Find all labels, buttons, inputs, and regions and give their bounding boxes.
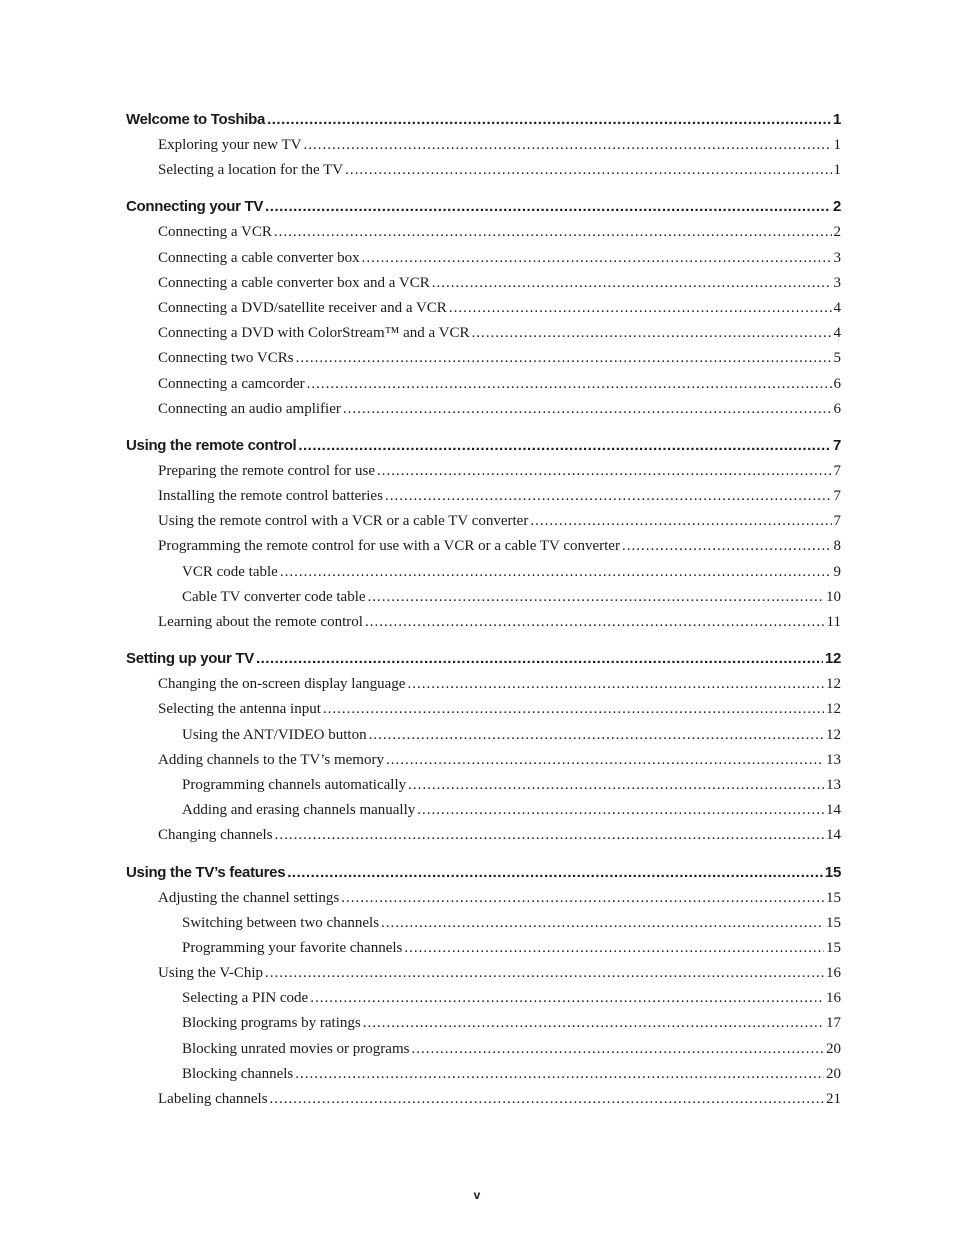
toc-entry-label: Blocking unrated movies or programs: [182, 1040, 410, 1057]
toc-section-heading[interactable]: [126, 433, 841, 459]
dot-leader: [362, 246, 832, 271]
dot-leader: [622, 534, 832, 559]
dot-leader: [386, 748, 824, 773]
toc-entry[interactable]: [126, 346, 841, 371]
toc-page-number: 21: [826, 1091, 841, 1107]
dot-leader: [310, 986, 824, 1011]
toc-entry[interactable]: [126, 397, 841, 422]
toc-entry-label: Connecting a DVD with ColorStream™ and a VCR: [158, 325, 470, 342]
toc-entry[interactable]: [126, 560, 841, 585]
toc-page-number: 1: [833, 162, 841, 179]
dot-leader: [417, 798, 824, 823]
toc-entry[interactable]: [126, 459, 841, 484]
toc-entry[interactable]: [126, 798, 841, 823]
toc-entry-label: Exploring your new TV: [158, 137, 302, 153]
toc-entry-label: Connecting a cable converter box and a VCR: [158, 274, 430, 291]
toc-section: [126, 433, 841, 635]
dot-leader: [323, 697, 824, 722]
toc-page-number: 5: [833, 350, 841, 367]
toc-entry-label: Programming channels automatically: [182, 776, 407, 793]
toc-entry-label: Selecting the antenna input: [158, 701, 321, 718]
dot-leader: [377, 459, 831, 484]
dot-leader: [381, 911, 824, 936]
toc-entry-label: Learning about the remote control: [158, 614, 363, 630]
toc-page-number: 15: [826, 914, 841, 931]
toc-entry-label: VCR code table: [182, 563, 278, 580]
toc-section: [126, 107, 841, 183]
dot-leader: [411, 1037, 824, 1062]
toc-page-number: 11: [826, 614, 841, 630]
dot-leader: [369, 723, 824, 748]
toc-page-number: 14: [826, 827, 841, 844]
toc-entry-label: Adding channels to the TV’s memory: [158, 751, 384, 768]
toc-entry[interactable]: [126, 961, 841, 986]
dot-leader: [296, 346, 832, 371]
dot-leader: [432, 271, 832, 296]
toc-page-number: 15: [824, 863, 841, 881]
toc-page-number: 15: [826, 889, 841, 906]
toc-entry[interactable]: [126, 610, 841, 635]
toc-page-number: 15: [826, 939, 841, 956]
dot-leader: [345, 158, 831, 183]
toc-entry-label: Using the remote control: [126, 436, 297, 454]
dot-leader: [530, 509, 831, 534]
toc-entry-label: Selecting a location for the TV: [158, 162, 344, 179]
toc-entry-label: Using the remote control with a VCR or a cable TV converter: [158, 513, 529, 530]
toc-entry[interactable]: [126, 911, 841, 936]
dot-leader: [256, 646, 823, 672]
dot-leader: [303, 133, 831, 158]
toc-entry-label: Changing channels: [158, 827, 273, 844]
toc-page-number: 12: [824, 650, 841, 668]
toc-section-heading[interactable]: [126, 646, 841, 672]
toc-entry[interactable]: [126, 585, 841, 610]
dot-leader: [267, 107, 831, 133]
toc-entry-label: Connecting two VCRs: [158, 350, 294, 367]
dot-leader: [307, 372, 832, 397]
toc-page-number: 7: [833, 513, 841, 530]
toc-entry[interactable]: [126, 748, 841, 773]
toc-entry-label: Installing the remote control batteries: [158, 488, 383, 505]
toc-entry-label: Connecting a camcorder: [158, 375, 305, 392]
toc-entry[interactable]: [126, 509, 841, 534]
toc-page-number: 8: [833, 538, 841, 555]
dot-leader: [275, 823, 824, 848]
toc-page-number: 12: [826, 676, 841, 693]
toc-entry-label: Programming your favorite channels: [182, 939, 403, 956]
toc-page-number: 16: [826, 990, 841, 1007]
toc-entry-label: Labeling channels: [158, 1091, 268, 1107]
toc-entry[interactable]: [126, 723, 841, 748]
toc-entry[interactable]: [126, 823, 841, 848]
toc-section: [126, 860, 841, 1113]
toc-section-heading[interactable]: [126, 107, 841, 133]
toc-page-number: 20: [826, 1040, 841, 1057]
toc-entry[interactable]: [126, 246, 841, 271]
toc-page-number: 1: [833, 137, 841, 153]
toc-entry-label: Switching between two channels: [182, 914, 380, 931]
toc-entry-label: Connecting a VCR: [158, 224, 272, 241]
toc-page-number: 3: [833, 274, 841, 291]
dot-leader: [270, 1087, 824, 1112]
toc-entry[interactable]: [126, 321, 841, 346]
dot-leader: [287, 860, 823, 886]
dot-leader: [363, 1011, 824, 1036]
toc-entry[interactable]: [126, 372, 841, 397]
toc-page-number: 13: [826, 751, 841, 768]
dot-leader: [449, 296, 832, 321]
toc-page-number: 10: [826, 588, 841, 605]
toc-page-number: 17: [826, 1015, 841, 1032]
toc-entry[interactable]: [126, 773, 841, 798]
dot-leader: [343, 397, 832, 422]
toc-entry[interactable]: [126, 484, 841, 509]
toc-entry-label: Using the TV’s features: [126, 863, 286, 881]
toc-entry[interactable]: [126, 271, 841, 296]
toc-entry[interactable]: [126, 1037, 841, 1062]
toc-entry-label: Changing the on-screen display language: [158, 676, 406, 693]
dot-leader: [265, 194, 831, 220]
toc-section: [126, 646, 841, 848]
toc-entry-label: Connecting a cable converter box: [158, 249, 360, 266]
toc-entry[interactable]: [126, 220, 841, 245]
toc-page-number: 2: [832, 198, 841, 216]
toc-page-number: 14: [826, 802, 841, 819]
toc-page-number: 20: [826, 1065, 841, 1082]
toc-entry-label: Cable TV converter code table: [182, 588, 366, 605]
toc-page-number: 13: [826, 776, 841, 793]
dot-leader: [368, 585, 824, 610]
toc-entry-label: Connecting an audio amplifier: [158, 400, 341, 417]
dot-leader: [280, 560, 832, 585]
toc-entry[interactable]: [126, 672, 841, 697]
toc-entry[interactable]: [126, 1011, 841, 1036]
dot-leader: [471, 321, 831, 346]
dot-leader: [385, 484, 832, 509]
toc-entry-label: Welcome to Toshiba: [126, 111, 266, 128]
toc-page-number: 7: [832, 436, 841, 454]
toc-entry[interactable]: [126, 697, 841, 722]
toc-page-number: 12: [826, 701, 841, 718]
toc-entry[interactable]: [126, 936, 841, 961]
toc-entry[interactable]: [126, 158, 841, 183]
toc-entry-label: Setting up your TV: [126, 650, 254, 668]
toc-entry[interactable]: [126, 1062, 841, 1087]
toc-page-number: 12: [826, 726, 841, 743]
toc-entry-label: Blocking programs by ratings: [182, 1015, 361, 1032]
dot-leader: [408, 773, 824, 798]
toc-page-number: 1: [832, 111, 841, 128]
dot-leader: [274, 220, 832, 245]
toc-page-number: 16: [826, 965, 841, 982]
toc-entry-label: Using the V-Chip: [158, 965, 264, 982]
toc-entry[interactable]: [126, 886, 841, 911]
toc-section-heading[interactable]: [126, 194, 841, 220]
toc-section: [126, 194, 841, 422]
toc-entry[interactable]: [126, 296, 841, 321]
toc-page-number: 4: [833, 299, 841, 316]
toc-entry[interactable]: [126, 534, 841, 559]
dot-leader: [404, 936, 824, 961]
toc-entry[interactable]: [126, 986, 841, 1011]
toc-page-number: 7: [833, 462, 841, 479]
table-of-contents: [126, 107, 841, 1112]
toc-entry-label: Preparing the remote control for use: [158, 462, 376, 479]
toc-entry-label: Using the ANT/VIDEO button: [182, 726, 367, 743]
dot-leader: [298, 433, 831, 459]
toc-entry-label: Adding and erasing channels manually: [182, 802, 416, 819]
toc-entry[interactable]: [126, 1087, 841, 1112]
toc-entry-label: Adjusting the channel settings: [158, 889, 340, 906]
toc-page-number: 2: [833, 224, 841, 241]
toc-entry[interactable]: [126, 133, 841, 158]
dot-leader: [365, 610, 825, 635]
dot-leader: [265, 961, 824, 986]
toc-page-number: 9: [833, 563, 841, 580]
toc-page-number: 3: [833, 249, 841, 266]
toc-page-number: 6: [833, 400, 841, 417]
toc-page-number: 4: [833, 325, 841, 342]
dot-leader: [407, 672, 824, 697]
toc-entry-label: Programming the remote control for use with a VCR or a cable TV converter: [158, 538, 620, 555]
toc-section-heading[interactable]: [126, 860, 841, 886]
dot-leader: [341, 886, 824, 911]
toc-entry-label: Selecting a PIN code: [182, 990, 309, 1007]
dot-leader: [295, 1062, 824, 1087]
page-number: v: [473, 1188, 481, 1202]
toc-entry-label: Blocking channels: [182, 1065, 294, 1082]
toc-entry-label: Connecting a DVD/satellite receiver and a VCR: [158, 299, 447, 316]
toc-entry-label: Connecting your TV: [126, 198, 264, 216]
toc-page-number: 6: [833, 375, 841, 392]
toc-page-number: 7: [833, 488, 841, 505]
